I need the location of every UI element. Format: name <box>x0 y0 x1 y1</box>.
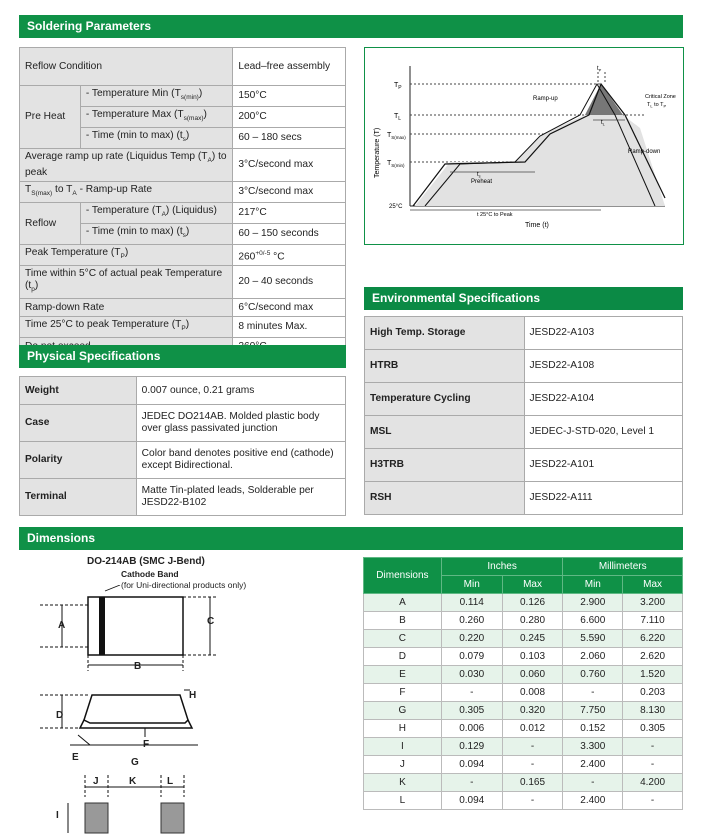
cell-label: Average ramp up rate (Liquidus Temp $(T_A)$ to peak <box>20 149 233 182</box>
dimension-letter: C <box>364 630 442 648</box>
soldering-header <box>19 15 683 38</box>
dim-label-e: E <box>72 752 79 763</box>
table-row <box>364 684 683 702</box>
col-mm-min: Min <box>563 576 623 594</box>
dimension-value: 0.245 <box>502 630 563 648</box>
rampup-label: Ramp-up <box>533 96 558 102</box>
dim-label-a: A <box>58 620 66 631</box>
cell-value: 150°C <box>233 86 346 107</box>
cell-value: $260^{+0/-5}$ °C <box>233 245 346 266</box>
table-row <box>20 299 346 317</box>
table-row <box>20 377 346 405</box>
env-key: High Temp. Storage <box>365 317 525 350</box>
col-dimensions: Dimensions <box>364 558 442 594</box>
env-key: Temperature Cycling <box>365 383 525 416</box>
table-row <box>364 648 683 666</box>
preheat-label: Preheat <box>471 179 493 185</box>
rampdown-label: Ramp-down <box>628 149 661 155</box>
dimension-value: 6.220 <box>623 630 683 648</box>
dimension-letter: L <box>364 792 442 810</box>
dimension-value: 0.129 <box>441 738 502 756</box>
env-key: RSH <box>365 482 525 515</box>
tl-time-label: $t_L$ <box>601 120 605 127</box>
cell-label: Ramp-down Rate <box>20 299 233 317</box>
dimension-value: 0.203 <box>623 684 683 702</box>
table-row <box>364 756 683 774</box>
cell-label: - Temperature $(T_A)$ (Liquidus) <box>80 203 232 224</box>
dimension-letter: H <box>364 720 442 738</box>
col-mm-max: Max <box>623 576 683 594</box>
cell-value: 60 – 150 seconds <box>233 224 346 245</box>
cell-label: Pre Heat <box>20 86 81 149</box>
dimension-value: - <box>563 684 623 702</box>
col-in-max: Max <box>502 576 563 594</box>
table-row <box>364 792 683 810</box>
env-value: JESD22-A104 <box>524 383 682 416</box>
cell-label: Peak Temperature $(T_P)$ <box>20 245 233 266</box>
dimension-value: 0.079 <box>441 648 502 666</box>
table-row <box>365 449 683 482</box>
cell-label: - Time (min to max) $(t_s)$ <box>80 224 232 245</box>
table-row <box>365 416 683 449</box>
dimension-value: 4.200 <box>623 774 683 792</box>
cell-value: 200°C <box>233 107 346 128</box>
cathode-band-note: (for Uni-directional products only) <box>121 580 247 590</box>
dimensions-title: Dimensions <box>27 531 96 545</box>
cathode-band <box>99 597 105 655</box>
cell-value: 3°C/second max <box>233 182 346 203</box>
dim-label-i: I <box>56 810 59 821</box>
tl-label: $T_L$ <box>394 113 402 122</box>
dimension-value: - <box>502 792 563 810</box>
dimension-letter: G <box>364 702 442 720</box>
table-row <box>20 149 346 182</box>
tp-time-label: $t_P$ <box>597 66 602 73</box>
cell-label: Time within 5°C of actual peak Temperature $(t_p)$ <box>20 266 233 299</box>
tsmin-label: $T_{S(min)}$ <box>387 160 405 168</box>
table-row <box>364 774 683 792</box>
ts-time-label: $t_s$ <box>477 172 481 179</box>
package-name: DO-214AB (SMC J-Bend) <box>87 556 205 567</box>
dimension-value: - <box>441 774 502 792</box>
dimension-value: 0.320 <box>502 702 563 720</box>
phys-key: Case <box>20 405 137 442</box>
table-row <box>364 612 683 630</box>
to-peak-label: t 25°C to Peak <box>477 212 513 218</box>
t25-label: 25°C <box>389 204 403 210</box>
phys-key: Weight <box>20 377 137 405</box>
physical-title: Physical Specifications <box>27 349 161 363</box>
table-row <box>364 594 683 612</box>
reflow-profile-svg <box>365 48 683 244</box>
dim-label-d: D <box>56 710 64 721</box>
table-row <box>20 479 346 516</box>
dim-label-g: G <box>131 757 139 768</box>
table-row <box>20 48 346 86</box>
cell-label: Time 25°C to peak Temperature $(T_P)$ <box>20 317 233 338</box>
dimension-letter: D <box>364 648 442 666</box>
col-millimeters: Millimeters <box>563 558 683 576</box>
dimension-value: 0.094 <box>441 792 502 810</box>
cell-label: - Temperature Min $(T_{s(min)})$ <box>80 86 232 107</box>
dimensions-header <box>19 527 683 550</box>
environmental-table <box>364 316 683 515</box>
cell-value: 8 minutes Max. <box>233 317 346 338</box>
env-key: MSL <box>365 416 525 449</box>
cell-value: 3°C/second max <box>233 149 346 182</box>
dimension-value: 2.620 <box>623 648 683 666</box>
cathode-band-label: Cathode Band <box>121 569 179 579</box>
table-row <box>20 405 346 442</box>
table-row <box>20 86 346 107</box>
dimension-value: 0.060 <box>502 666 563 684</box>
env-value: JEDEC-J-STD-020, Level 1 <box>524 416 682 449</box>
dimension-letter: K <box>364 774 442 792</box>
env-value: JESD22-A103 <box>524 317 682 350</box>
physical-table <box>19 376 346 516</box>
cell-value: 6°C/second max <box>233 299 346 317</box>
footprint-pad-left <box>85 803 108 833</box>
dimension-value: 0.008 <box>502 684 563 702</box>
cell-value: 217°C <box>233 203 346 224</box>
dimension-value: 0.103 <box>502 648 563 666</box>
critical-zone-range: $T_L$ to $T_P$ <box>647 102 667 109</box>
soldering-title: Soldering Parameters <box>27 19 152 33</box>
dim-e-leader <box>78 735 90 745</box>
dimension-value: 6.600 <box>563 612 623 630</box>
table-row <box>20 266 346 299</box>
table-row <box>365 383 683 416</box>
cell-label: Reflow Condition <box>20 48 233 86</box>
table-header-row <box>364 558 683 576</box>
table-row <box>20 245 346 266</box>
dimension-value: 0.760 <box>563 666 623 684</box>
dimension-letter: J <box>364 756 442 774</box>
table-row <box>365 317 683 350</box>
dim-label-l: L <box>167 776 174 787</box>
dimension-value: 0.114 <box>441 594 502 612</box>
cell-value: 60 – 180 secs <box>233 128 346 149</box>
dimensions-table <box>363 557 683 810</box>
dimension-value: 0.305 <box>441 702 502 720</box>
dimensions-table-body <box>364 594 683 810</box>
dimension-letter: B <box>364 612 442 630</box>
table-row <box>364 720 683 738</box>
env-value: JESD22-A101 <box>524 449 682 482</box>
dimension-value: 2.060 <box>563 648 623 666</box>
phys-value: Matte Tin-plated leads, Solderable per JESD22-B102 <box>136 479 345 516</box>
env-key: H3TRB <box>365 449 525 482</box>
dimension-value: 2.900 <box>563 594 623 612</box>
table-row <box>365 350 683 383</box>
dimension-letter: I <box>364 738 442 756</box>
table-row <box>20 182 346 203</box>
environmental-title: Environmental Specifications <box>372 291 541 305</box>
table-row <box>364 738 683 756</box>
dim-label-c: C <box>207 616 215 627</box>
reflow-profile-diagram <box>364 47 684 245</box>
footprint-pad-right <box>161 803 184 833</box>
dimension-value: 2.400 <box>563 792 623 810</box>
cell-value: 20 – 40 seconds <box>233 266 346 299</box>
cell-label: - Time (min to max) $(t_s)$ <box>80 128 232 149</box>
critical-zone-label: Critical Zone <box>645 94 676 100</box>
dimension-value: 3.300 <box>563 738 623 756</box>
dimension-value: 0.152 <box>563 720 623 738</box>
dim-label-j: J <box>93 776 99 787</box>
dimension-value: 0.220 <box>441 630 502 648</box>
dimension-value: 1.520 <box>623 666 683 684</box>
dimension-value: 0.280 <box>502 612 563 630</box>
dim-label-h: H <box>189 690 197 701</box>
table-row <box>20 317 346 338</box>
col-in-min: Min <box>441 576 502 594</box>
package-body-side <box>84 695 188 723</box>
table-row <box>364 630 683 648</box>
dimension-letter: E <box>364 666 442 684</box>
phys-value: Color band denotes positive end (cathode) except Bidirectional. <box>136 442 345 479</box>
table-row <box>20 442 346 479</box>
dimension-value: - <box>441 684 502 702</box>
cell-label: Reflow <box>20 203 81 245</box>
table-row <box>364 666 683 684</box>
environmental-header <box>364 287 683 310</box>
dimension-value: 0.126 <box>502 594 563 612</box>
table-row <box>364 702 683 720</box>
env-value: JESD22-A111 <box>524 482 682 515</box>
phys-value: 0.007 ounce, 0.21 grams <box>136 377 345 405</box>
dimension-value: - <box>502 738 563 756</box>
dimension-value: 0.305 <box>623 720 683 738</box>
dimension-value: - <box>623 792 683 810</box>
env-value: JESD22-A108 <box>524 350 682 383</box>
cell-label: $T_{S(max)}$ to $T_A$ - Ramp-up Rate <box>20 182 233 203</box>
physical-header <box>19 345 346 368</box>
dimension-value: 0.006 <box>441 720 502 738</box>
col-inches: Inches <box>441 558 563 576</box>
cell-value: Lead–free assembly <box>233 48 346 86</box>
table-row <box>365 482 683 515</box>
cathode-leader <box>105 585 120 591</box>
soldering-table <box>19 47 346 356</box>
table-row <box>20 203 346 224</box>
dimension-value: 5.590 <box>563 630 623 648</box>
dimension-value: 3.200 <box>623 594 683 612</box>
dim-label-k: K <box>129 776 137 787</box>
env-key: HTRB <box>365 350 525 383</box>
phys-key: Terminal <box>20 479 137 516</box>
phys-value: JEDEC DO214AB. Molded plastic body over glass passivated junction <box>136 405 345 442</box>
x-axis-label: Time (t) <box>525 222 549 229</box>
dimension-value: 7.110 <box>623 612 683 630</box>
tp-label: $T_P$ <box>394 82 402 91</box>
dimension-value: 0.094 <box>441 756 502 774</box>
dimension-value: 8.130 <box>623 702 683 720</box>
dimension-value: 0.165 <box>502 774 563 792</box>
dimension-value: 2.400 <box>563 756 623 774</box>
dimension-value: 0.030 <box>441 666 502 684</box>
y-axis-label: Temperature (T) <box>374 127 381 178</box>
dim-label-b: B <box>134 661 142 672</box>
cell-label: - Temperature Max $(T_{s(max)})$ <box>80 107 232 128</box>
tsmax-label: $T_{S(max)}$ <box>387 132 406 140</box>
dimension-value: - <box>502 756 563 774</box>
dimension-value: 0.012 <box>502 720 563 738</box>
dimension-value: - <box>623 756 683 774</box>
dimension-letter: F <box>364 684 442 702</box>
dim-label-f: F <box>143 739 150 750</box>
dimension-value: 7.750 <box>563 702 623 720</box>
dimension-value: - <box>563 774 623 792</box>
dimension-value: 0.260 <box>441 612 502 630</box>
dimension-value: - <box>623 738 683 756</box>
phys-key: Polarity <box>20 442 137 479</box>
dimension-letter: A <box>364 594 442 612</box>
